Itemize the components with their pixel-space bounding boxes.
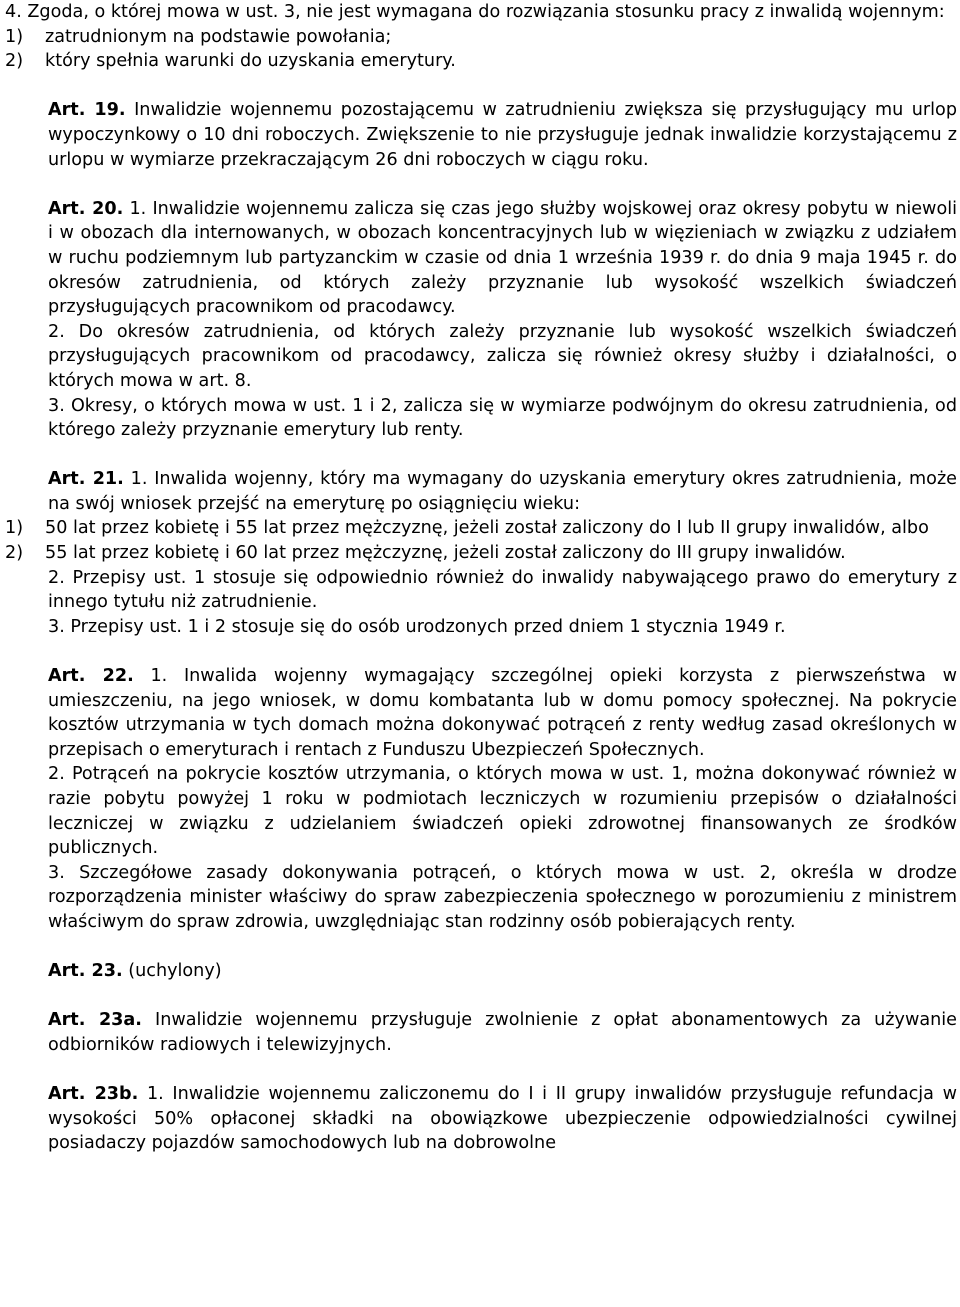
- spacer: [5, 74, 957, 99]
- art21-paragraph-1: [5, 467, 957, 516]
- article-text: 1. Inwalida wojenny wymagający szczególnej opieki korzysta z pierwszeństwa w umieszczeniu, na jego wniosek, w domu kombatanta lub w domu pomocy społecznej. Na pokrycie kosztów utrzymania w tych domach można dokonywać potrąceń z renty według zasad określonych w przepisach o emeryturach i rentach z Funduszu Ubezpieczeń Społecznych.: [48, 666, 957, 760]
- item-number: 1): [5, 518, 24, 539]
- article-label: Art. 23.: [48, 961, 123, 982]
- item-number: 2): [5, 51, 24, 72]
- art21-paragraph-2: 2. Przepisy ust. 1 stosuje się odpowiednio również do inwalidy nabywającego prawo do emerytury z innego tytułu niż zatrudnienie.: [48, 567, 957, 613]
- art22-paragraph-1: [5, 664, 957, 762]
- item-text: 55 lat przez kobietę i 60 lat przez mężczyznę, jeżeli został zaliczony do III grupy inwalidów.: [45, 543, 846, 564]
- item-text: 50 lat przez kobietę i 55 lat przez mężczyznę, jeżeli został zaliczony do I lub II grupy inwalidów, albo: [45, 518, 929, 539]
- item-text: który spełnia warunki do uzyskania emerytury.: [45, 51, 456, 72]
- document-page: [5, 0, 957, 1156]
- art18-item-2: [5, 49, 957, 74]
- article-text: (uchylony): [122, 961, 222, 982]
- art21-item-2: [5, 541, 957, 566]
- article-text: 1. Inwalidzie wojennemu zalicza się czas jego służby wojskowej oraz okresy pobytu w niewoli i w obozach dla internowanych, w obozach koncentracyjnych lub w więzieniach w związku z udziałem w ruchu podziemnym lub partyzanckim w czasie od dnia 1 września 1939 r. do dnia 9 maja 1945 r. do okresów zatrudnienia, od których zależy przyznanie lub wysokość wszelkich świadczeń przysługujących pracownikom od pracodawcy.: [48, 198, 957, 318]
- art21-item-1: [5, 516, 957, 541]
- art18-item-1: [5, 25, 957, 50]
- item-number: 2): [5, 543, 24, 564]
- spacer: [5, 984, 957, 1009]
- article-text: Inwalidzie wojennemu przysługuje zwolnienie z opłat abonamentowych za używanie odbiorników radiowych i telewizyjnych.: [48, 1010, 957, 1055]
- art23a-paragraph: [5, 1008, 957, 1057]
- article-label: Art. 23a.: [48, 1010, 142, 1031]
- article-label: Art. 22.: [48, 666, 134, 687]
- spacer: [5, 935, 957, 960]
- spacer: [5, 172, 957, 197]
- art20-paragraph-1: [5, 197, 957, 320]
- art19-paragraph: [5, 98, 957, 172]
- item-text: zatrudnionym na podstawie powołania;: [45, 26, 392, 47]
- art20-paragraph-2: 2. Do okresów zatrudnienia, od których zależy przyznanie lub wysokość wszelkich świadczeń przysługujących pracownikom od pracodawcy, zalicza się również okresy służby i działalności, o których mowa w art. 8.: [48, 321, 957, 391]
- article-label: Art. 23b.: [48, 1084, 139, 1105]
- article-label: Art. 19.: [48, 100, 126, 121]
- spacer: [5, 443, 957, 468]
- article-label: Art. 20.: [48, 198, 124, 219]
- art23b-paragraph: [5, 1082, 957, 1156]
- art23-paragraph: [5, 959, 957, 984]
- article-text: 1. Inwalidzie wojennemu zaliczonemu do I i II grupy inwalidów przysługuje refundacja w wysokości 50% opłaconej składki na obowiązkowe ubezpieczenie odpowiedzialności cywilnej posiadaczy pojazdów samochodowych lub na dobrowolne: [48, 1084, 957, 1154]
- art20-paragraph-3: 3. Okresy, o których mowa w ust. 1 i 2, zalicza się w wymiarze podwójnym do okresu zatrudnienia, od którego zależy przyznanie emerytury lub renty.: [48, 395, 957, 441]
- spacer: [5, 639, 957, 664]
- item-number: 1): [5, 26, 24, 47]
- spacer: [5, 1058, 957, 1083]
- article-label: Art. 21.: [48, 469, 124, 490]
- art21-paragraph-3: 3. Przepisy ust. 1 i 2 stosuje się do osób urodzonych przed dniem 1 stycznia 1949 r.: [48, 616, 786, 637]
- art22-paragraph-3: 3. Szczegółowe zasady dokonywania potrąceń, o których mowa w ust. 2, określa w drodze rozporządzenia minister właściwy do spraw zabezpieczenia społecznego w porozumieniu z ministrem właściwym do spraw zdrowia, uwzględniając stan rodzinny osób pobierających renty.: [48, 862, 957, 932]
- article-text: 1. Inwalida wojenny, który ma wymagany do uzyskania emerytury okres zatrudnienia, może na swój wniosek przejść na emeryturę po osiągnięciu wieku:: [48, 469, 958, 514]
- art22-paragraph-2: 2. Potrąceń na pokrycie kosztów utrzymania, o których mowa w ust. 1, można dokonywać również w razie pobytu powyżej 1 roku w podmiotach leczniczych w rozumieniu przepisów o działalności leczniczej w związku z udzielaniem świadczeń opieki zdrowotnej finansowanych ze środków publicznych.: [48, 764, 957, 859]
- art18-paragraph-4: 4. Zgoda, o której mowa w ust. 3, nie jest wymagana do rozwiązania stosunku pracy z inwalidą wojennym:: [5, 2, 945, 22]
- article-text: Inwalidzie wojennemu pozostającemu w zatrudnieniu zwiększa się przysługujący mu urlop wypoczynkowy o 10 dni roboczych. Zwiększenie to nie przysługuje jednak inwalidzie korzystającemu z urlopu w wymiarze przekraczającym 26 dni roboczych w ciągu roku.: [48, 100, 957, 170]
